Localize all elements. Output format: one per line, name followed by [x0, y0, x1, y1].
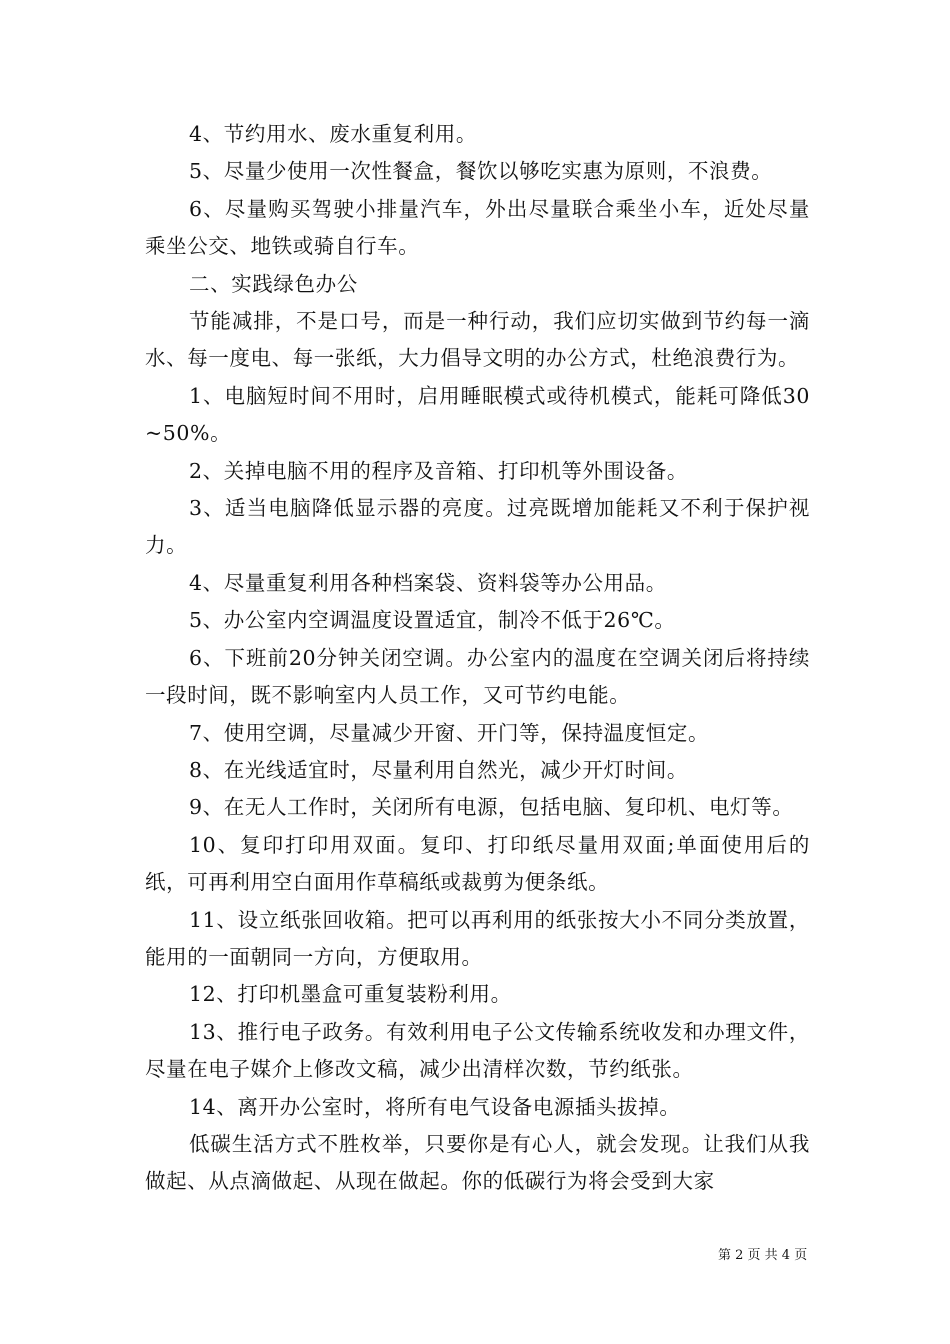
paragraph: 8、在光线适宜时，尽量利用自然光，减少开灯时间。: [189, 757, 688, 782]
document-body: [145, 116, 810, 1201]
paragraph: 2、关掉电脑不用的程序及音箱、打印机等外围设备。: [189, 458, 688, 483]
paragraph: 5、办公室内空调温度设置适宜，制冷不低于26℃。: [189, 608, 676, 633]
paragraph: 4、节约用水、废水重复利用。: [189, 122, 477, 146]
paragraph: 14、离开办公室时，将所有电气设备电源插头拔掉。: [189, 1094, 681, 1119]
paragraph: 11、设立纸张回收箱。把可以再利用的纸张按大小不同分类放置，能用的一面朝同一方向，方便取用。: [145, 907, 810, 969]
paragraph: 10、复印打印用双面。复印、打印纸尽量用双面;单面使用后的纸，可再利用空白面用作草稿纸或裁剪为便条纸。: [145, 832, 810, 895]
paragraph: 节能减排，不是口号，而是一种行动，我们应切实做到节约每一滴水、每一度电、每一张纸，大力倡导文明的办公方式，杜绝浪费行为。: [145, 309, 810, 371]
paragraph: 6、尽量购买驾驶小排量汽车，外出尽量联合乘坐小车，近处尽量乘坐公交、地铁或骑自行车。: [145, 196, 810, 259]
paragraph: 1、电脑短时间不用时，启用睡眠模式或待机模式，能耗可降低30~50%。: [145, 383, 810, 446]
section-heading: 二、实践绿色办公: [189, 271, 358, 296]
page-number: 第 2 页 共 4 页: [718, 1248, 808, 1263]
paragraph: 3、适当电脑降低显示器的亮度。过亮既增加能耗又不利于保护视力。: [145, 496, 810, 558]
paragraph: 12、打印机墨盒可重复装粉利用。: [189, 982, 512, 1007]
paragraph: 7、使用空调，尽量减少开窗、开门等，保持温度恒定。: [189, 720, 710, 745]
paragraph: 低碳生活方式不胜枚举，只要你是有心人，就会发现。让我们从我做起、从点滴做起、从现在做起。你的低碳行为将会受到大家: [145, 1131, 810, 1194]
paragraph: 5、尽量少使用一次性餐盒，餐饮以够吃实惠为原则，不浪费。: [189, 159, 773, 184]
paragraph: 9、在无人工作时，关闭所有电源，包括电脑、复印机、电灯等。: [189, 795, 794, 820]
paragraph: 13、推行电子政务。有效利用电子公文传输系统收发和办理文件，尽量在电子媒介上修改文稿，减少出清样次数，节约纸张。: [145, 1019, 810, 1082]
paragraph: 4、尽量重复利用各种档案袋、资料袋等办公用品。: [189, 570, 667, 595]
paragraph: 6、下班前20分钟关闭空调。办公室内的温度在空调关闭后将持续一段时间，既不影响室内人员工作，又可节约电能。: [145, 645, 810, 708]
